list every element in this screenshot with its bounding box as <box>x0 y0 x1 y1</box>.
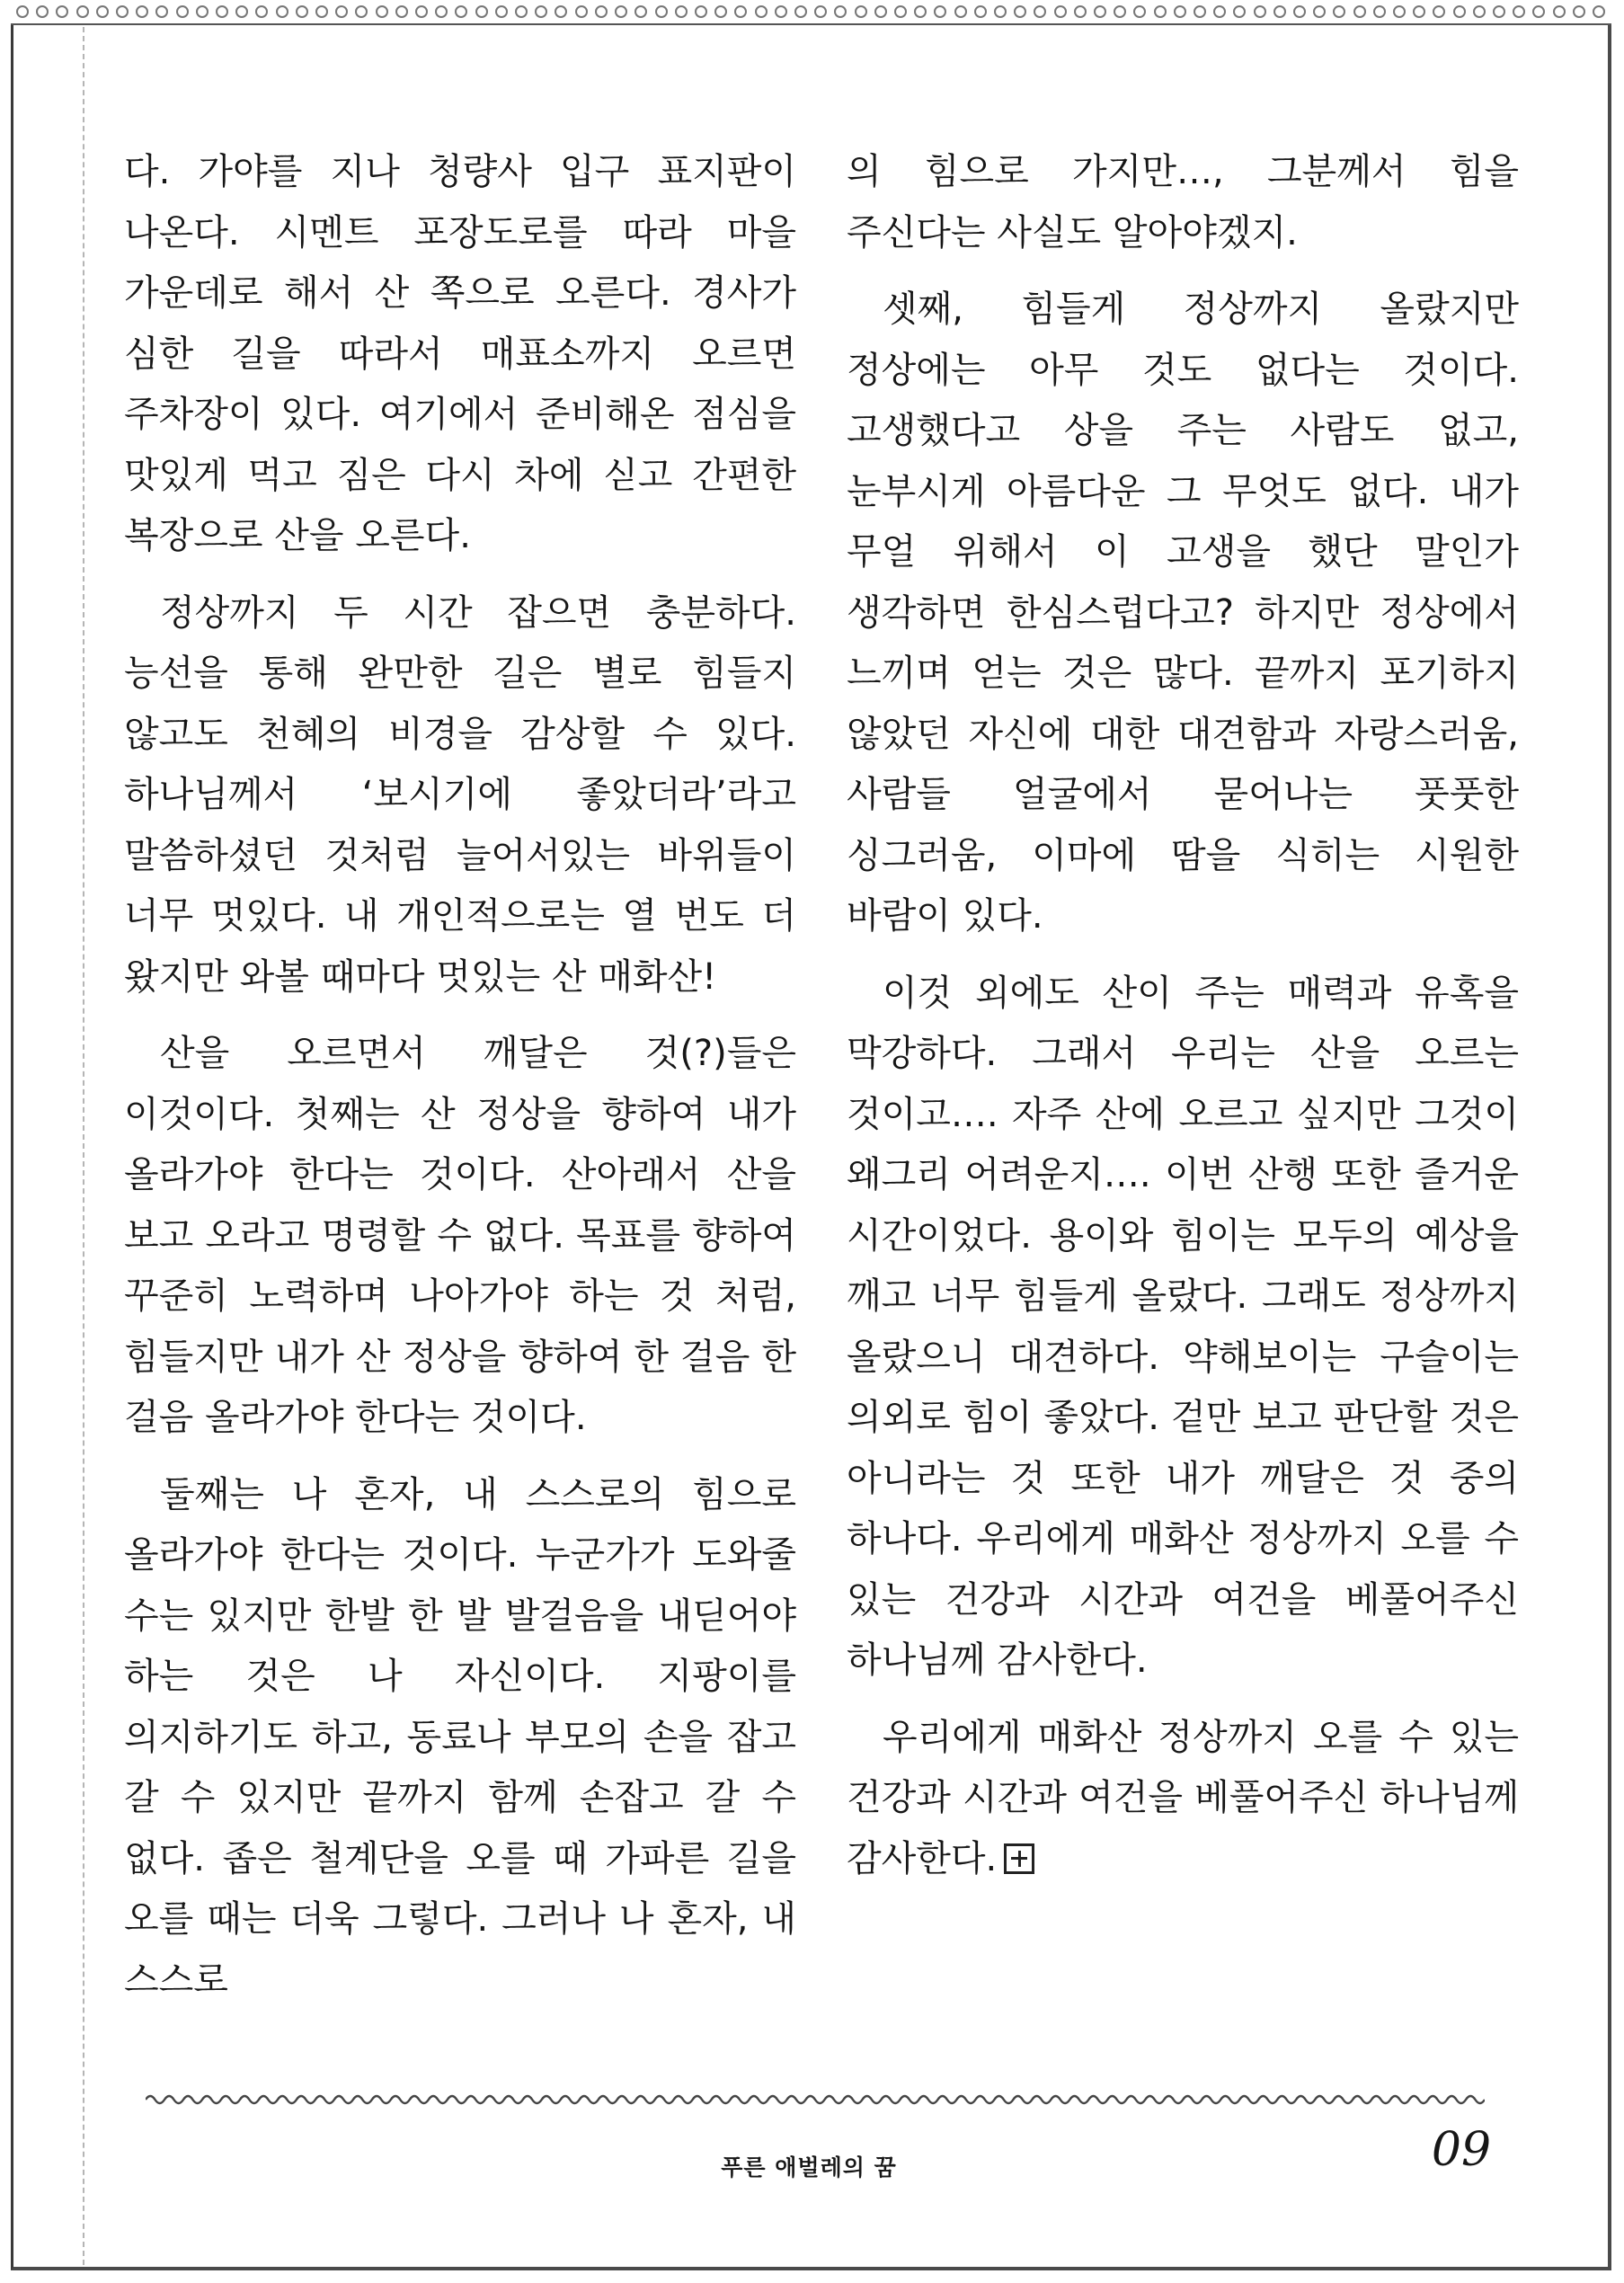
paragraph: 둘째는 나 혼자, 내 스스로의 힘으로 올라가야 한다는 것이다. 누군가가 도와줄 수는 있지만 한발 한 발 발걸음을 내딛어야 하는 것은 나 자신이다. 지팡이를 의지하기도 하고, 동료나 부모의 손을 잡고 갈 수 있지만 끝까지 함께 손잡고 갈 수 없다. 좁은 철계단을 오를 때 가파른 길을 오를 때는 더욱 그렇다. 그러나 나 혼자, 내 스스로 <box>124 1473 796 2001</box>
end-of-article-mark-icon <box>1004 1843 1034 1874</box>
footer-title: 푸른 애벌레의 꿈 <box>721 2154 897 2181</box>
page-number: 09 <box>1431 2123 1492 2177</box>
paragraph: 이것 외에도 산이 주는 매력과 유혹을 막강하다. 그래서 우리는 산을 오르는 것이고…. 자주 산에 오르고 싶지만 그것이 왜그리 어려운지…. 이번 산행 또한 즐거운 시간이었다. 용이와 힘이는 모두의 예상을 깨고 너무 힘들게 올랐다. 그래도 정상까지 올랐으니 대견하다. 약해보이는 구슬이는 의외로 힘이 좋았다. 겉만 보고 판단할 것은 아니라는 것 또한 내가 깨달은 것 중의 하나다. 우리에게 매화산 정상까지 오를 수 있는 건강과 시간과 여건을 베풀어주신 하나님께 감사한다. <box>847 972 1519 1681</box>
closing-paragraph-text: 우리에게 매화산 정상까지 오를 수 있는 건강과 시간과 여건을 베풀어주신 하나님께 감사한다. <box>847 1716 1519 1879</box>
right-text-column <box>847 142 1519 1905</box>
left-text-column <box>124 142 796 2027</box>
closing-paragraph <box>847 1708 1519 1890</box>
paragraph: 다. 가야를 지나 청량사 입구 표지판이 나온다. 시멘트 포장도로를 따라 마을 가운데로 해서 산 쪽으로 오른다. 경사가 심한 길을 따라서 매표소까지 오르면 주차장이 있다. 여기에서 준비해온 점심을 맛있게 먹고 짐은 다시 차에 싣고 간편한 복장으로 산을 오른다. <box>124 151 796 556</box>
binding-margin-line <box>83 27 84 2265</box>
footer-wavy-rule <box>146 2091 1485 2109</box>
paragraph: 의 힘으로 가지만…, 그분께서 힘을 주신다는 사실도 알아야겠지. <box>847 151 1519 253</box>
paragraph: 셋째, 힘들게 정상까지 올랐지만 정상에는 아무 것도 없다는 것이다. 고생했다고 상을 주는 사람도 없고, 눈부시게 아름다운 그 무엇도 없다. 내가 무얼 위해서 이 고생을 했단 말인가 생각하면 한심스럽다고? 하지만 정상에서 느끼며 얻는 것은 많다. 끝까지 포기하지 않았던 자신에 대한 대견함과 자랑스러움, 사람들 얼굴에서 묻어나는 풋풋한 싱그러움, 이마에 땀을 식히는 시원한 바람이 있다. <box>847 289 1519 937</box>
paragraph: 정상까지 두 시간 잡으면 충분하다. 능선을 통해 완만한 길은 별로 힘들지 않고도 천혜의 비경을 감상할 수 있다. 하나님께서 ‘보시기에 좋았더라’라고 말씀하셨던 것처럼 늘어서있는 바위들이 너무 멋있다. 내 개인적으로는 열 번도 더 왔지만 와볼 때마다 멋있는 산 매화산! <box>124 591 796 998</box>
spiral-binding-icon <box>11 0 1611 25</box>
footer-wavy-rule-graphic <box>146 2091 1485 2109</box>
paragraph: 산을 오르면서 깨달은 것(?)들은 이것이다. 첫째는 산 정상을 향하여 내가 올라가야 한다는 것이다. 산아래서 산을 보고 오라고 명령할 수 없다. 목표를 향하여 꾸준히 노력하며 나아가야 하는 것 처럼, 힘들지만 내가 산 정상을 향하여 한 걸음 한 걸음 올라가야 한다는 것이다. <box>124 1033 796 1438</box>
